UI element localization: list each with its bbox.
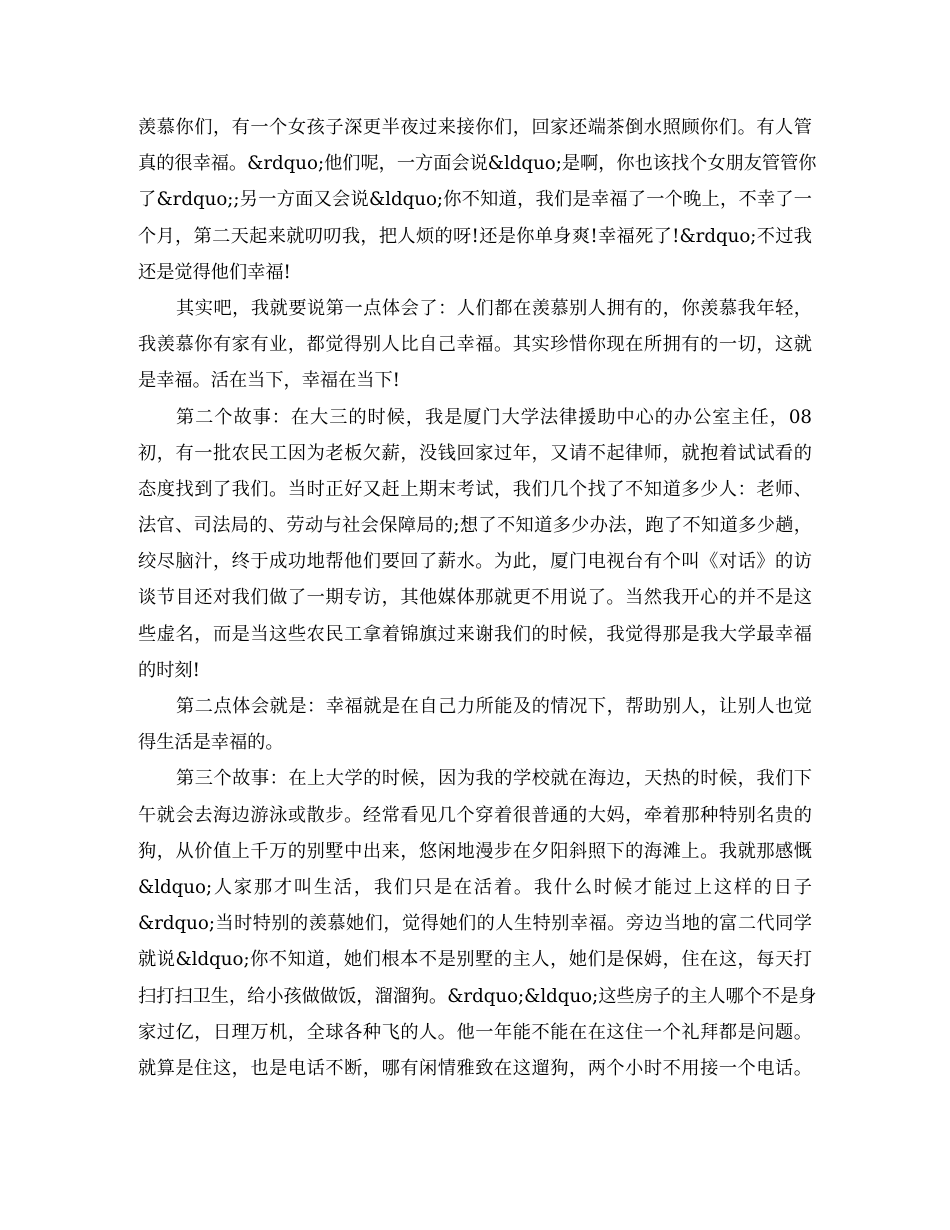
text-line: 绞尽脑汁，终于成功地帮他们要回了薪水。为此，厦门电视台有个叫《对话》的访 — [138, 551, 812, 573]
text-line: 谈节目还对我们做了一期专访，其他媒体那就更不用说了。当然我开心的并不是这 — [138, 587, 812, 609]
text-line: 我羡慕你有家有业，都觉得别人比自己幸福。其实珍惜你现在所拥有的一切，这就 — [138, 334, 812, 356]
text-line: 第三个故事：在上大学的时候，因为我的学校就在海边，天热的时候，我们下 — [176, 768, 812, 790]
text-line: 第二点体会就是：幸福就是在自己力所能及的情况下，帮助别人，让别人也觉 — [176, 696, 812, 717]
text-line: 午就会去海边游泳或散步。经常看见几个穿着很普通的大妈，牵着那种特别名贵的 — [138, 804, 812, 826]
text-line: 了&rdquo;;另一方面又会说&ldquo;你不知道，我们是幸福了一个晚上，不幸了一 — [138, 189, 812, 211]
text-line: 些虚名，而是当这些农民工拿着锦旗过来谢我们的时候，我觉得那是我大学最幸福 — [138, 623, 812, 645]
body-text — [138, 110, 817, 1087]
text-line: 其实吧，我就要说第一点体会了：人们都在羡慕别人拥有的，你羡慕我年轻， — [176, 297, 812, 319]
text-line: 初，有一批农民工因为老板欠薪，没钱回家过年，又请不起律师，就抱着试试看的 — [138, 442, 812, 464]
text-line: 的时刻! — [138, 659, 200, 681]
text-line: 就算是住这，也是电话不断，哪有闲情雅致在这遛狗，两个小时不用接一个电话。 — [138, 1057, 812, 1079]
text-line: 家过亿，日理万机，全球各种飞的人。他一年能不能在在这住一个礼拜都是问题。 — [138, 1021, 812, 1043]
text-line: 得生活是幸福的。 — [138, 732, 284, 754]
text-line: 是幸福。活在当下，幸福在当下! — [138, 370, 400, 392]
text-line: 态度找到了我们。当时正好又赶上期末考试，我们几个找了不知道多少人：老师、 — [138, 478, 812, 500]
text-line: &ldquo;人家那才叫生活，我们只是在活着。我什么时候才能过上这样的日子 — [138, 876, 812, 898]
text-line: 真的很幸福。&rdquo;他们呢，一方面会说&ldquo;是啊，你也该找个女朋友管管你 — [138, 153, 817, 175]
text-line: 狗，从价值上千万的别墅中出来，悠闲地漫步在夕阳斜照下的海滩上。我就那感慨 — [138, 840, 812, 862]
text-line: 第二个故事：在大三的时候，我是厦门大学法律援助中心的办公室主任，08 — [176, 406, 812, 428]
text-line: 法官、司法局的、劳动与社会保障局的;想了不知道多少办法，跑了不知道多少趟， — [138, 515, 812, 537]
text-line: 还是觉得他们幸福! — [138, 261, 291, 283]
text-line: 扫打扫卫生，给小孩做做饭，溜溜狗。&rdquo;&ldquo;这些房子的主人哪个不是身 — [138, 985, 817, 1007]
text-line: 就说&ldquo;你不知道，她们根本不是别墅的主人，她们是保姆，住在这，每天打 — [138, 949, 812, 971]
text-line: 羡慕你们，有一个女孩子深更半夜过来接你们，回家还端茶倒水照顾你们。有人管 — [138, 117, 812, 138]
text-line: 个月，第二天起来就叨叨我，把人烦的呀!还是你单身爽!幸福死了!&rdquo;不过我 — [138, 225, 812, 247]
text-line: &rdquo;当时特别的羡慕她们，觉得她们的人生特别幸福。旁边当地的富二代同学 — [138, 913, 812, 935]
